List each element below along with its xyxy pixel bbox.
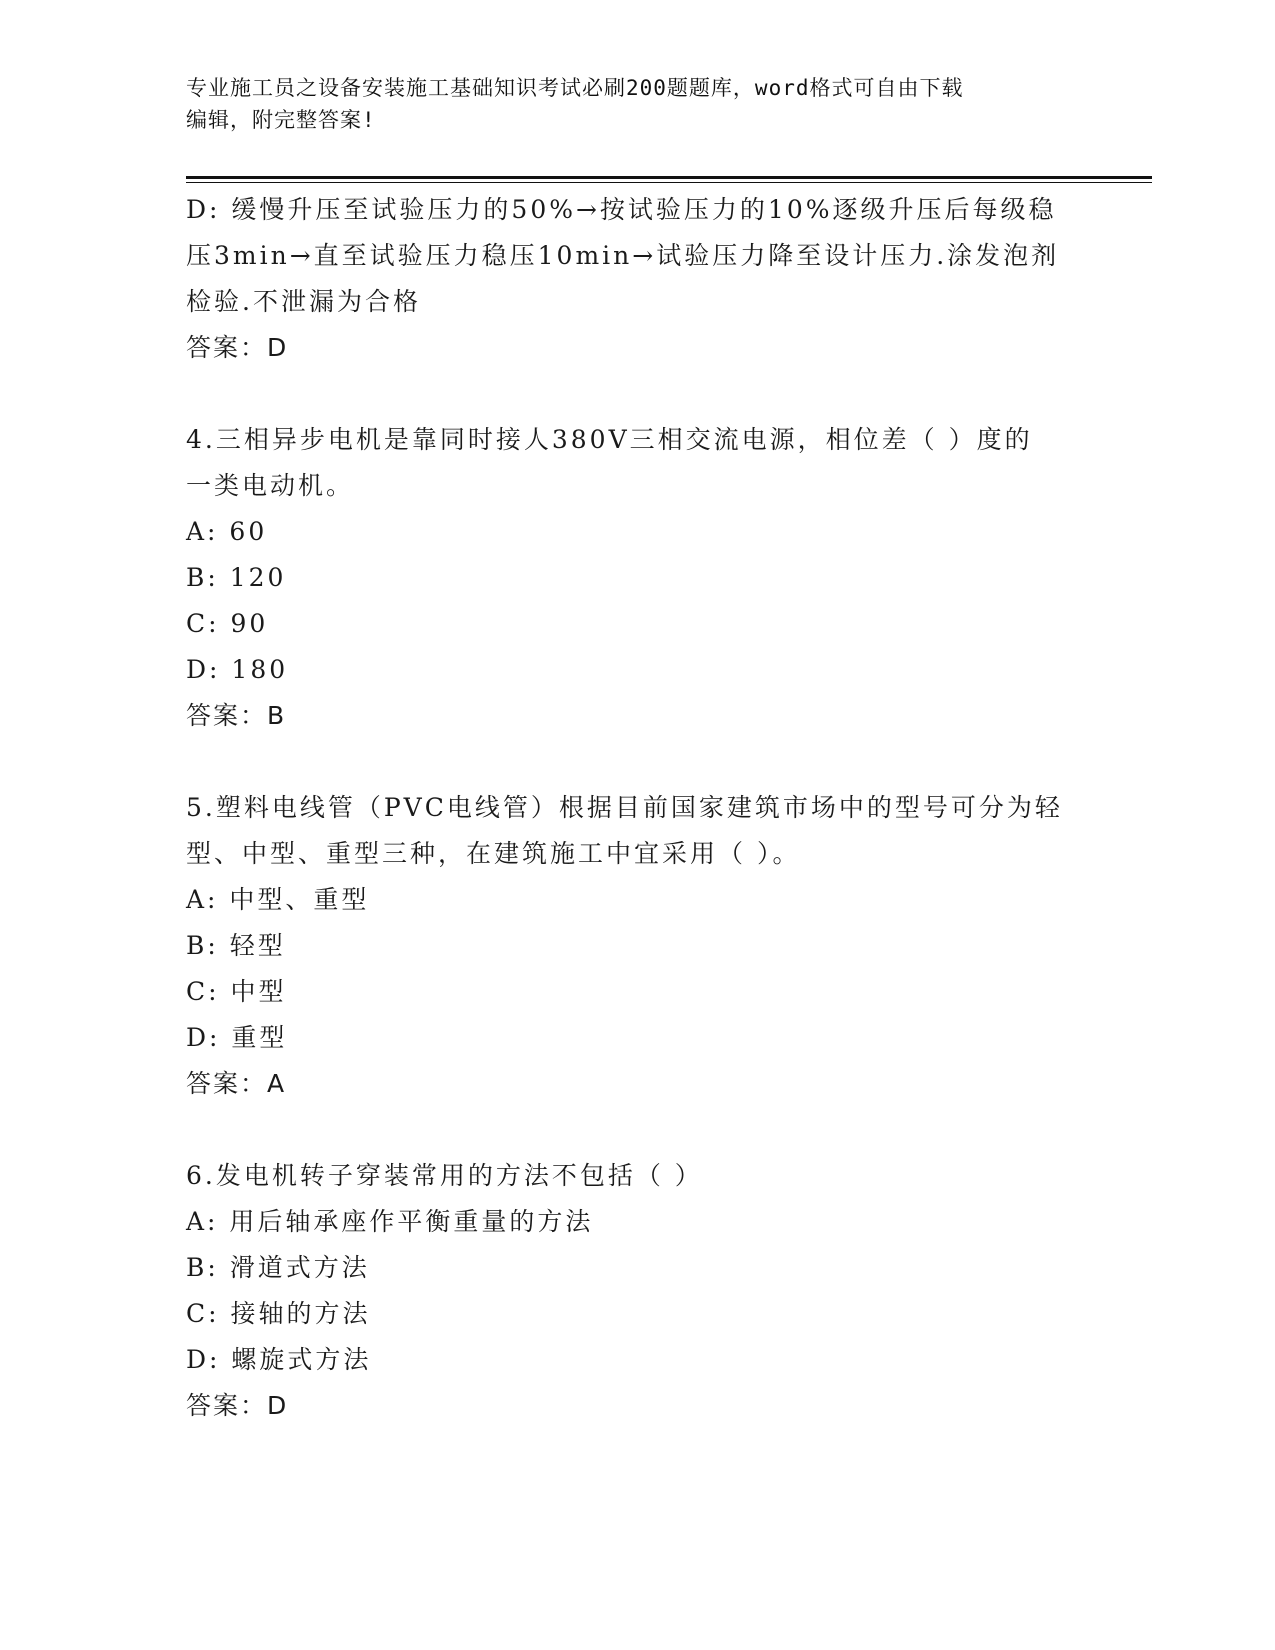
option-b: B: 轻型 xyxy=(186,931,286,960)
answer-line: 答案：A xyxy=(186,1069,287,1098)
question-stem-line: 5.塑料电线管（PVC电线管）根据目前国家建筑市场中的型号可分为轻 xyxy=(186,793,1063,822)
option-b: B: 滑道式方法 xyxy=(186,1253,370,1282)
header-line-2: 编辑，附完整答案! xyxy=(186,108,376,132)
option-d: D: 180 xyxy=(186,655,289,684)
header-divider-thin xyxy=(186,182,1152,183)
option-c: C: 接轴的方法 xyxy=(186,1299,371,1328)
question-5 xyxy=(186,785,1086,1107)
option-c: C: 90 xyxy=(186,609,269,638)
document-body xyxy=(186,187,1086,1429)
option-d: D: 重型 xyxy=(186,1023,288,1052)
header-line-1: 专业施工员之设备安装施工基础知识考试必刷200题题库，word格式可自由下载 xyxy=(186,76,964,100)
previous-question-tail xyxy=(186,187,1086,371)
option-b: B: 120 xyxy=(186,563,287,592)
option-line: 检验.不泄漏为合格 xyxy=(186,287,421,316)
header-divider-thick xyxy=(186,176,1152,179)
question-6 xyxy=(186,1153,1086,1429)
option-line: 压3min→直至试验压力稳压10min→试验压力降至设计压力.涂发泡剂 xyxy=(186,241,1060,270)
option-d: D: 螺旋式方法 xyxy=(186,1345,372,1374)
question-stem-line: 型、中型、重型三种，在建筑施工中宜采用（ ）。 xyxy=(186,839,801,868)
answer-line: 答案：D xyxy=(186,333,289,362)
question-stem-line: 6.发电机转子穿装常用的方法不包括（ ） xyxy=(186,1161,703,1190)
answer-line: 答案：D xyxy=(186,1391,289,1420)
option-a: A: 用后轴承座作平衡重量的方法 xyxy=(186,1207,594,1236)
option-line: D: 缓慢升压至试验压力的50%→按试验压力的10%逐级升压后每级稳 xyxy=(186,195,1057,224)
option-c: C: 中型 xyxy=(186,977,287,1006)
question-4 xyxy=(186,417,1086,739)
option-a: A: 60 xyxy=(186,517,268,546)
answer-line: 答案：B xyxy=(186,701,287,730)
option-a: A: 中型、重型 xyxy=(186,885,370,914)
question-stem-line: 一类电动机。 xyxy=(186,471,355,500)
question-stem-line: 4.三相异步电机是靠同时接人380V三相交流电源，相位差（ ）度的 xyxy=(186,425,1033,454)
document-header xyxy=(186,72,1066,136)
